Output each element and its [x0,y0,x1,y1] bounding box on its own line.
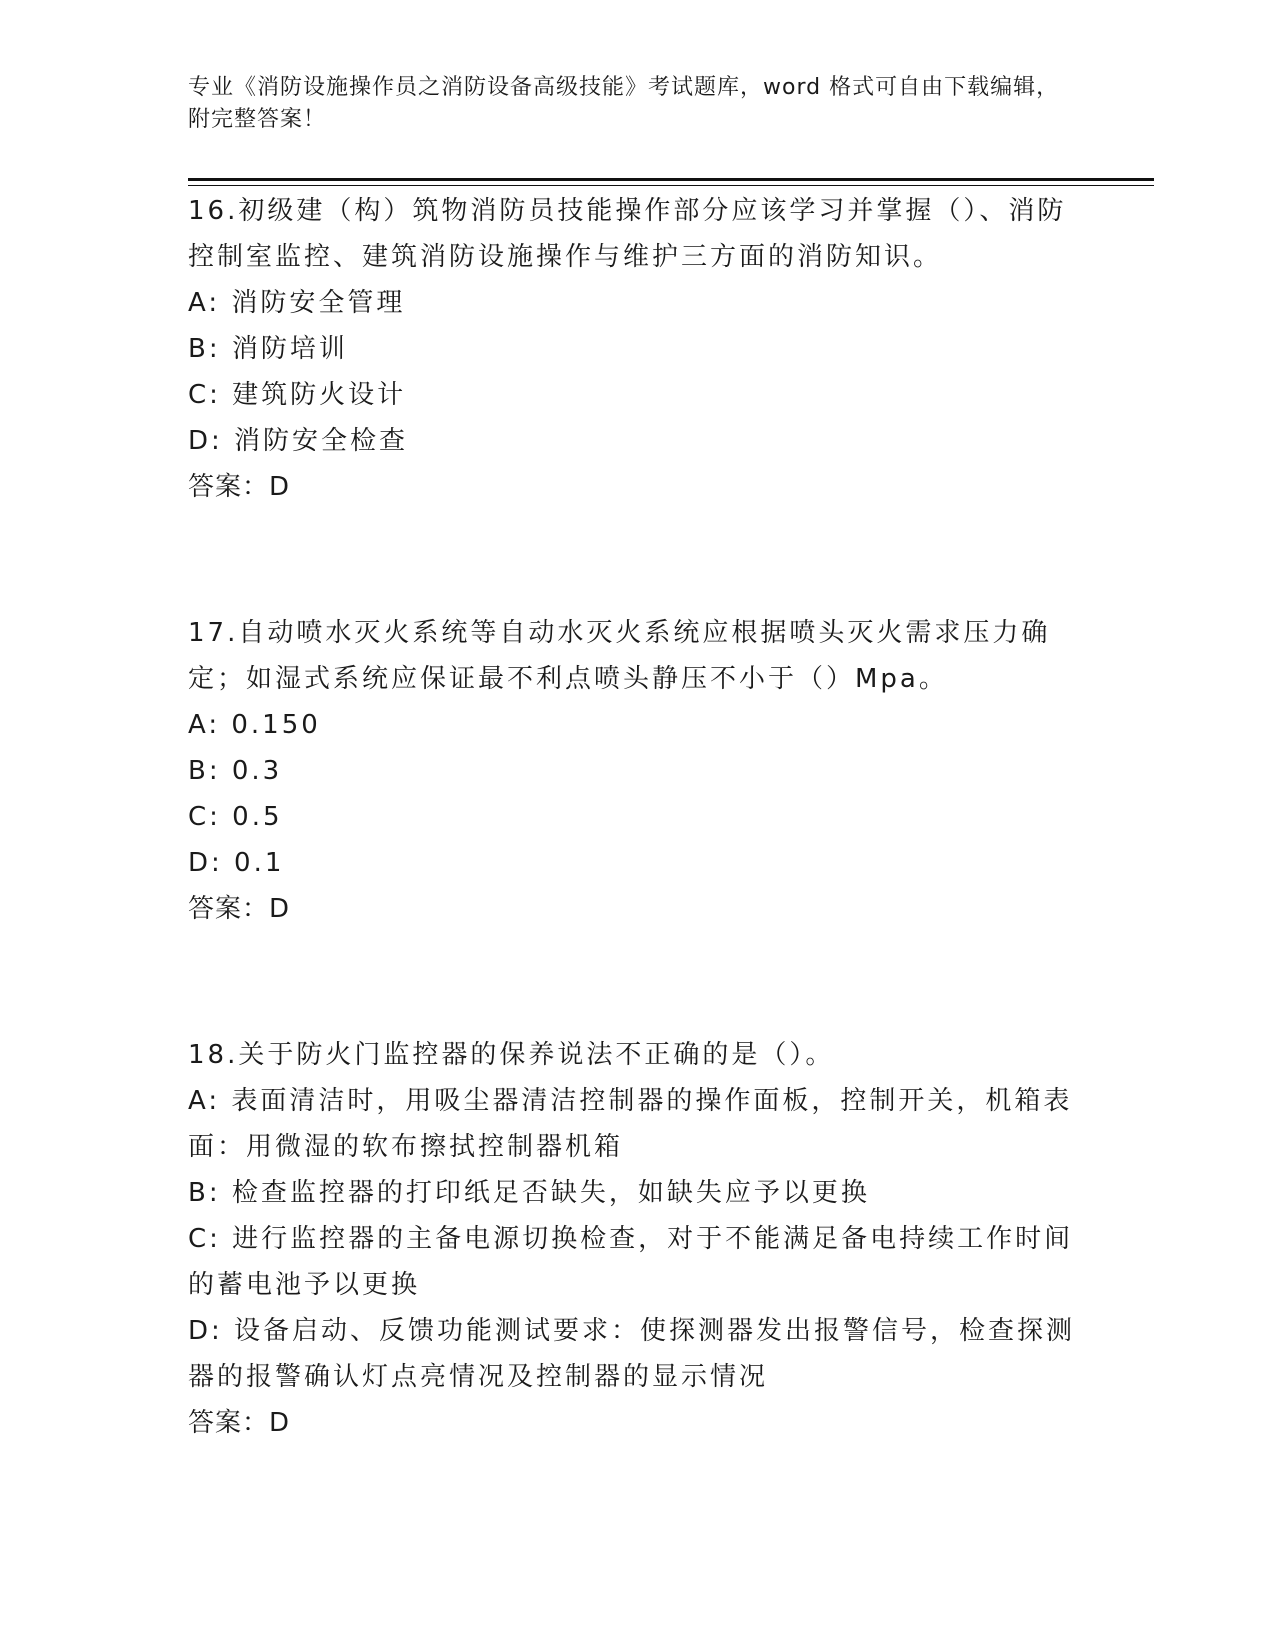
option-a: A: 消防安全管理 [188,288,406,318]
answer: 答案：D [188,894,291,924]
answer: 答案：D [188,1408,291,1438]
option-d: D: 消防安全检查 [188,426,409,456]
question-stem: 17.自动喷水灭火系统等自动水灭火系统应根据喷头灭火需求压力确定；如湿式系统应保证最不利点喷头静压不小于（）Mpa。 [188,618,1051,694]
question-18 [188,1032,1088,1446]
header-rule-thin [188,185,1154,186]
option-b: B: 检查监控器的打印纸足否缺失，如缺失应予以更换 [188,1178,870,1208]
option-c: C: 进行监控器的主备电源切换检查，对于不能满足备电持续工作时间的蓄电池予以更换 [188,1224,1074,1300]
question-stem: 18.关于防火门监控器的保养说法不正确的是（）。 [188,1040,835,1070]
document-header: 专业《消防设施操作员之消防设备高级技能》考试题库，word 格式可自由下载编辑，附完整答案！ [188,75,1060,132]
option-c: C: 0.5 [188,802,283,832]
option-a: A: 0.150 [188,710,321,740]
question-stem: 16.初级建（构）筑物消防员技能操作部分应该学习并掌握（）、消防控制室监控、建筑消防设施操作与维护三方面的消防知识。 [188,196,1067,272]
question-gap [188,510,1088,610]
header-rule-thick [188,178,1154,181]
option-b: B: 消防培训 [188,334,348,364]
question-gap [188,932,1088,1032]
option-c: C: 建筑防火设计 [188,380,407,410]
option-d: D: 设备启动、反馈功能测试要求：使探测器发出报警信号，检查探测器的报警确认灯点亮情况及控制器的显示情况 [188,1316,1076,1392]
question-17 [188,610,1088,932]
option-d: D: 0.1 [188,848,285,878]
answer: 答案：D [188,472,291,502]
question-list [188,188,1088,1446]
question-16 [188,188,1088,510]
option-a: A: 表面清洁时，用吸尘器清洁控制器的操作面板，控制开关，机箱表面：用微湿的软布擦拭控制器机箱 [188,1086,1073,1162]
option-b: B: 0.3 [188,756,283,786]
